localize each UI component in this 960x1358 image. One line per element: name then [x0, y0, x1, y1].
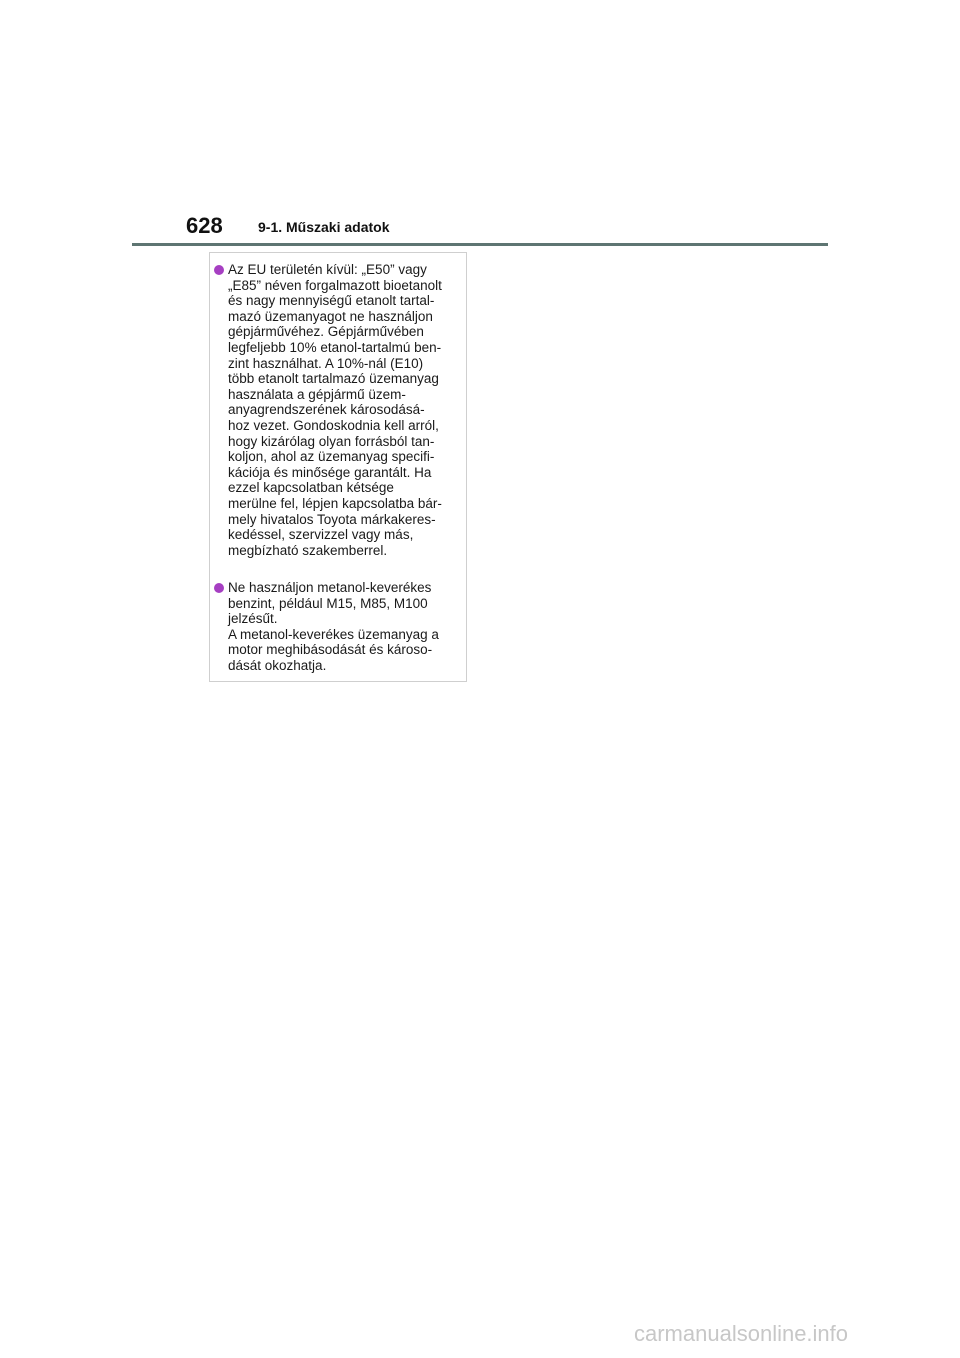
note-text: Ne használjon metanol-keverékes benzint, például M15, M85, M100 jelzésűt. A metanol-keverékes üzemanyag a motor meghibásodását és károso- dását okozhatja.: [228, 580, 439, 673]
note-text: Az EU területén kívül: „E50” vagy „E85” néven forgalmazott bioetanolt és nagy mennyiségű etanolt tartal- mazó üzemanyagot ne használjon gépjárművéhez. Gépjárművében legfeljebb 10% etanol-tartalmú ben- zint használhat. A 10%-nál (E10) több etanolt tartalmazó üzemanyag használata a gépjármű üzem- anyagrendszerének károsodásá- hoz vezet. Gondoskodnia kell arról, hogy kizárólag olyan forrásból tan- koljon, ahol az üzemanyag specifi- kációja és minősége garantált. Ha ezzel kapcsolatban kétsége merülne fel, lépjen kapcsolatba bár- mely hivatalos Toyota márkakeres- kedéssel, szervizzel vagy más, megbízható szakemberrel.: [228, 262, 442, 558]
note-box: [209, 252, 467, 682]
page-number: 628: [186, 213, 223, 238]
watermark: carmanualsonline.info: [634, 1321, 849, 1346]
header-divider: [132, 243, 828, 246]
section-title: 9-1. Műszaki adatok: [258, 219, 390, 235]
note-item-methanol: [214, 580, 464, 680]
bullet-icon: [214, 265, 224, 275]
note-item-bioethanol: [214, 262, 464, 580]
bullet-icon: [214, 583, 224, 593]
